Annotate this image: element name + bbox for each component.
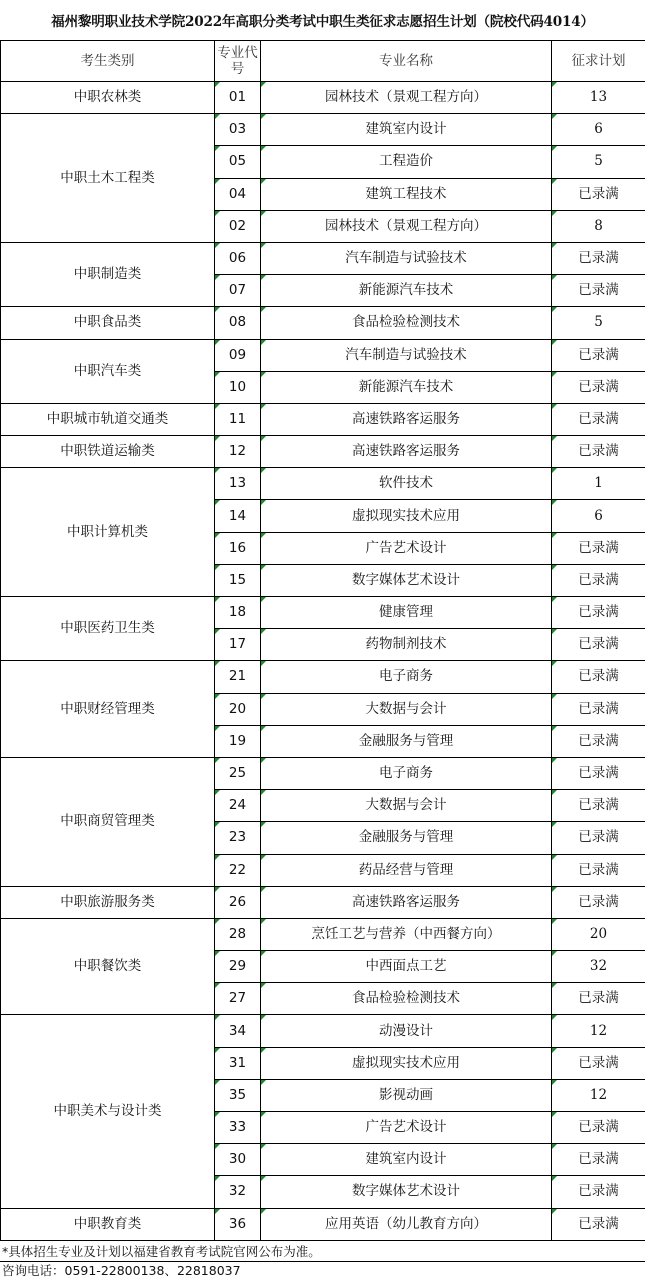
category-cell: 中职食品类 (1, 307, 215, 339)
code-cell: 01 (215, 82, 261, 114)
code-cell: 15 (215, 564, 261, 596)
table-row (1, 597, 645, 629)
quota-cell: 已录满 (552, 436, 645, 468)
code-cell: 32 (215, 1176, 261, 1208)
major-cell: 食品检验检测技术 (261, 983, 552, 1015)
major-cell: 金融服务与管理 (261, 725, 552, 757)
major-cell: 工程造价 (261, 146, 552, 178)
major-cell: 烹饪工艺与营养（中西餐方向） (261, 918, 552, 950)
quota-cell: 12 (552, 1079, 645, 1111)
category-cell: 中职美术与设计类 (1, 1015, 215, 1208)
major-cell: 食品检验检测技术 (261, 307, 552, 339)
category-cell: 中职教育类 (1, 1208, 215, 1240)
quota-cell: 已录满 (552, 403, 645, 435)
major-cell: 软件技术 (261, 468, 552, 500)
quota-cell: 1 (552, 468, 645, 500)
major-cell: 广告艺术设计 (261, 1112, 552, 1144)
category-cell: 中职制造类 (1, 242, 215, 306)
admission-plan-table (0, 40, 645, 1241)
header-quota: 征求计划 (552, 41, 645, 82)
category-cell: 中职财经管理类 (1, 661, 215, 758)
code-cell: 30 (215, 1144, 261, 1176)
major-cell: 高速铁路客运服务 (261, 436, 552, 468)
quota-cell: 已录满 (552, 339, 645, 371)
quota-cell: 已录满 (552, 693, 645, 725)
quota-cell: 已录满 (552, 725, 645, 757)
quota-cell: 已录满 (552, 1047, 645, 1079)
category-cell: 中职铁道运输类 (1, 436, 215, 468)
code-cell: 23 (215, 822, 261, 854)
code-cell: 05 (215, 146, 261, 178)
major-cell: 数字媒体艺术设计 (261, 564, 552, 596)
code-cell: 29 (215, 951, 261, 983)
category-cell: 中职旅游服务类 (1, 886, 215, 918)
code-cell: 26 (215, 886, 261, 918)
code-cell: 07 (215, 275, 261, 307)
major-cell: 应用英语（幼儿教育方向） (261, 1208, 552, 1240)
major-cell: 数字媒体艺术设计 (261, 1176, 552, 1208)
quota-cell: 12 (552, 1015, 645, 1047)
quota-cell: 5 (552, 307, 645, 339)
table-body (1, 82, 645, 1241)
header-code: 专业代号 (215, 41, 261, 82)
major-cell: 广告艺术设计 (261, 532, 552, 564)
category-cell: 中职餐饮类 (1, 918, 215, 1015)
header-major: 专业名称 (261, 41, 552, 82)
major-cell: 动漫设计 (261, 1015, 552, 1047)
code-cell: 35 (215, 1079, 261, 1111)
code-cell: 31 (215, 1047, 261, 1079)
code-cell: 21 (215, 661, 261, 693)
quota-cell: 已录满 (552, 790, 645, 822)
code-cell: 17 (215, 629, 261, 661)
quota-cell: 已录满 (552, 532, 645, 564)
footer-note: *具体招生专业及计划以福建省教育考试院官网公布为准。 (0, 1243, 645, 1262)
table-row (1, 757, 645, 789)
quota-cell: 已录满 (552, 983, 645, 1015)
table-row (1, 1208, 645, 1240)
quota-cell: 已录满 (552, 564, 645, 596)
major-cell: 中西面点工艺 (261, 951, 552, 983)
page-title: 福州黎明职业技术学院2022年高职分类考试中职生类征求志愿招生计划（院校代码4014） (51, 14, 594, 30)
major-cell: 健康管理 (261, 597, 552, 629)
quota-cell: 已录满 (552, 1176, 645, 1208)
code-cell: 02 (215, 210, 261, 242)
major-cell: 建筑室内设计 (261, 114, 552, 146)
code-cell: 24 (215, 790, 261, 822)
code-cell: 06 (215, 242, 261, 274)
major-cell: 影视动画 (261, 1079, 552, 1111)
major-cell: 新能源汽车技术 (261, 371, 552, 403)
major-cell: 大数据与会计 (261, 790, 552, 822)
quota-cell: 已录满 (552, 1144, 645, 1176)
quota-cell: 已录满 (552, 597, 645, 629)
code-cell: 08 (215, 307, 261, 339)
quota-cell: 5 (552, 146, 645, 178)
table-row (1, 661, 645, 693)
major-cell: 药物制剂技术 (261, 629, 552, 661)
code-cell: 19 (215, 725, 261, 757)
category-cell: 中职农林类 (1, 82, 215, 114)
code-cell: 13 (215, 468, 261, 500)
code-cell: 03 (215, 114, 261, 146)
table-row (1, 436, 645, 468)
code-cell: 28 (215, 918, 261, 950)
major-cell: 电子商务 (261, 757, 552, 789)
code-cell: 25 (215, 757, 261, 789)
category-cell: 中职商贸管理类 (1, 757, 215, 886)
quota-cell: 6 (552, 500, 645, 532)
major-cell: 建筑工程技术 (261, 178, 552, 210)
table-row (1, 339, 645, 371)
code-cell: 12 (215, 436, 261, 468)
quota-cell: 已录满 (552, 757, 645, 789)
code-cell: 10 (215, 371, 261, 403)
category-cell: 中职医药卫生类 (1, 597, 215, 661)
table-row (1, 468, 645, 500)
category-cell: 中职土木工程类 (1, 114, 215, 243)
code-cell: 11 (215, 403, 261, 435)
quota-cell: 20 (552, 918, 645, 950)
category-cell: 中职汽车类 (1, 339, 215, 403)
code-cell: 18 (215, 597, 261, 629)
table-row (1, 403, 645, 435)
code-cell: 33 (215, 1112, 261, 1144)
quota-cell: 6 (552, 114, 645, 146)
major-cell: 金融服务与管理 (261, 822, 552, 854)
quota-cell: 已录满 (552, 1208, 645, 1240)
code-cell: 36 (215, 1208, 261, 1240)
major-cell: 虚拟现实技术应用 (261, 500, 552, 532)
major-cell: 高速铁路客运服务 (261, 403, 552, 435)
major-cell: 虚拟现实技术应用 (261, 1047, 552, 1079)
table-row (1, 82, 645, 114)
quota-cell: 已录满 (552, 275, 645, 307)
table-row (1, 114, 645, 146)
quota-cell: 已录满 (552, 242, 645, 274)
major-cell: 汽车制造与试验技术 (261, 242, 552, 274)
footer (0, 1243, 645, 1280)
table-row (1, 886, 645, 918)
quota-cell: 已录满 (552, 1112, 645, 1144)
code-cell: 14 (215, 500, 261, 532)
category-cell: 中职城市轨道交通类 (1, 403, 215, 435)
code-cell: 22 (215, 854, 261, 886)
quota-cell: 已录满 (552, 661, 645, 693)
code-cell: 20 (215, 693, 261, 725)
quota-cell: 8 (552, 210, 645, 242)
category-cell: 中职计算机类 (1, 468, 215, 597)
code-cell: 16 (215, 532, 261, 564)
quota-cell: 32 (552, 951, 645, 983)
header-category: 考生类别 (1, 41, 215, 82)
quota-cell: 已录满 (552, 629, 645, 661)
major-cell: 新能源汽车技术 (261, 275, 552, 307)
major-cell: 高速铁路客运服务 (261, 886, 552, 918)
major-cell: 园林技术（景观工程方向） (261, 82, 552, 114)
table-row (1, 1015, 645, 1047)
table-row (1, 242, 645, 274)
major-cell: 园林技术（景观工程方向） (261, 210, 552, 242)
quota-cell: 已录满 (552, 822, 645, 854)
quota-cell: 已录满 (552, 371, 645, 403)
footer-phone: 咨询电话：0591-22800138、22818037 (2, 1263, 241, 1278)
table-row (1, 918, 645, 950)
major-cell: 建筑室内设计 (261, 1144, 552, 1176)
quota-cell: 已录满 (552, 886, 645, 918)
quota-cell: 已录满 (552, 854, 645, 886)
code-cell: 34 (215, 1015, 261, 1047)
table-row (1, 307, 645, 339)
major-cell: 汽车制造与试验技术 (261, 339, 552, 371)
quota-cell: 13 (552, 82, 645, 114)
quota-cell: 已录满 (552, 178, 645, 210)
table-header-row (1, 41, 645, 82)
major-cell: 电子商务 (261, 661, 552, 693)
major-cell: 大数据与会计 (261, 693, 552, 725)
code-cell: 27 (215, 983, 261, 1015)
code-cell: 09 (215, 339, 261, 371)
code-cell: 04 (215, 178, 261, 210)
major-cell: 药品经营与管理 (261, 854, 552, 886)
